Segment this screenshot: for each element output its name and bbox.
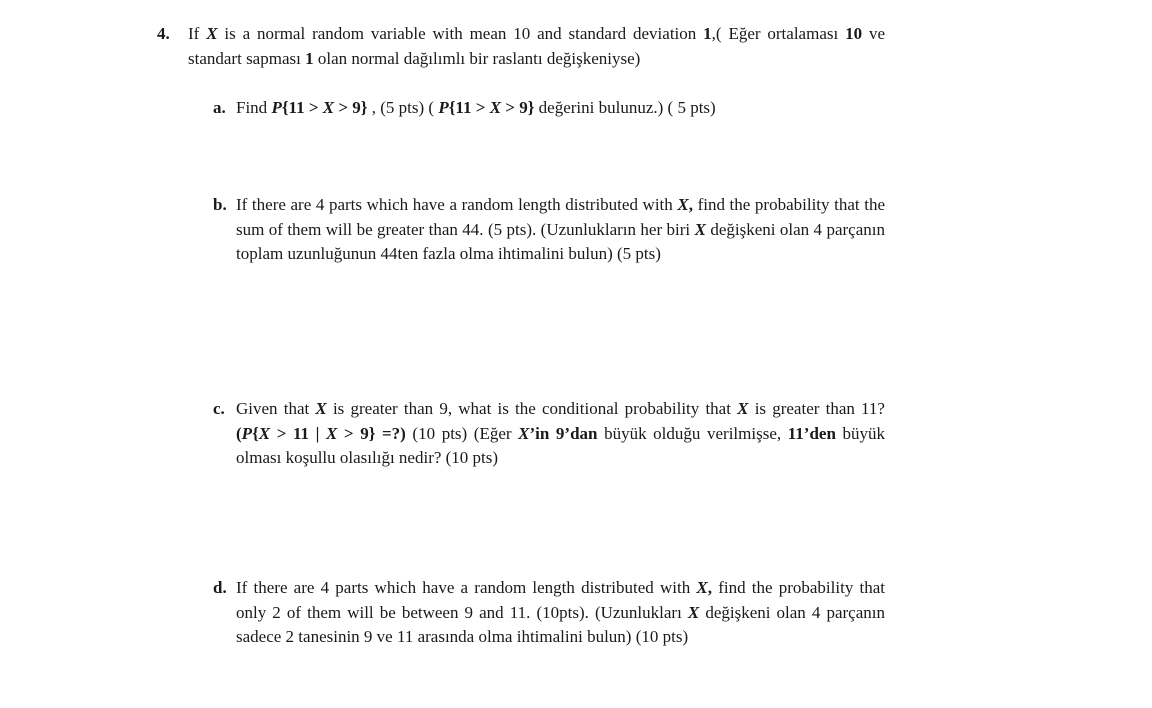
part-label: a. [213, 98, 226, 117]
question-4 [157, 22, 885, 71]
part-c [213, 397, 885, 471]
part-a [213, 96, 885, 121]
part-label: b. [213, 195, 227, 214]
part-label: c. [213, 399, 225, 418]
part-text: If there are 4 parts which have a random length distributed with X, find the probability that the sum of them will be greater than 44. (5 pts). (Uzunlukların her biri X değişkeni olan 4 parçanın toplam uzunluğunun 44ten fazla olma ihtimalini bulun) (5 pts) [236, 195, 885, 263]
part-label: d. [213, 578, 227, 597]
part-text: If there are 4 parts which have a random length distributed with X, find the probability that only 2 of them will be between 9 and 11. (10pts). (Uzunlukları X değişkeni olan 4 parçanın sadece 2 tanesinin 9 ve 11 arasında olma ihtimalini bulun) (10 pts) [236, 578, 885, 646]
part-text: Find P{11 > X > 9} , (5 pts) ( P{11 > X > 9} değerini bulunuz.) ( 5 pts) [236, 98, 716, 117]
question-number: 4. [157, 24, 170, 43]
question-text: If X is a normal random variable with mean 10 and standard deviation 1,( Eğer ortalaması 10 ve standart sapması 1 olan normal dağılımlı bir raslantı değişkeniyse) [188, 24, 885, 68]
part-text: Given that X is greater than 9, what is the conditional probability that X is greater than 11? (P{X > 11 | X > 9} =?) (10 pts) (Eğer X’in 9’dan büyük olduğu verilmişse, 11’den büyük olması koşullu olasılığı nedir? (10 pts) [236, 399, 886, 467]
part-d [213, 576, 885, 650]
part-b [213, 193, 885, 267]
